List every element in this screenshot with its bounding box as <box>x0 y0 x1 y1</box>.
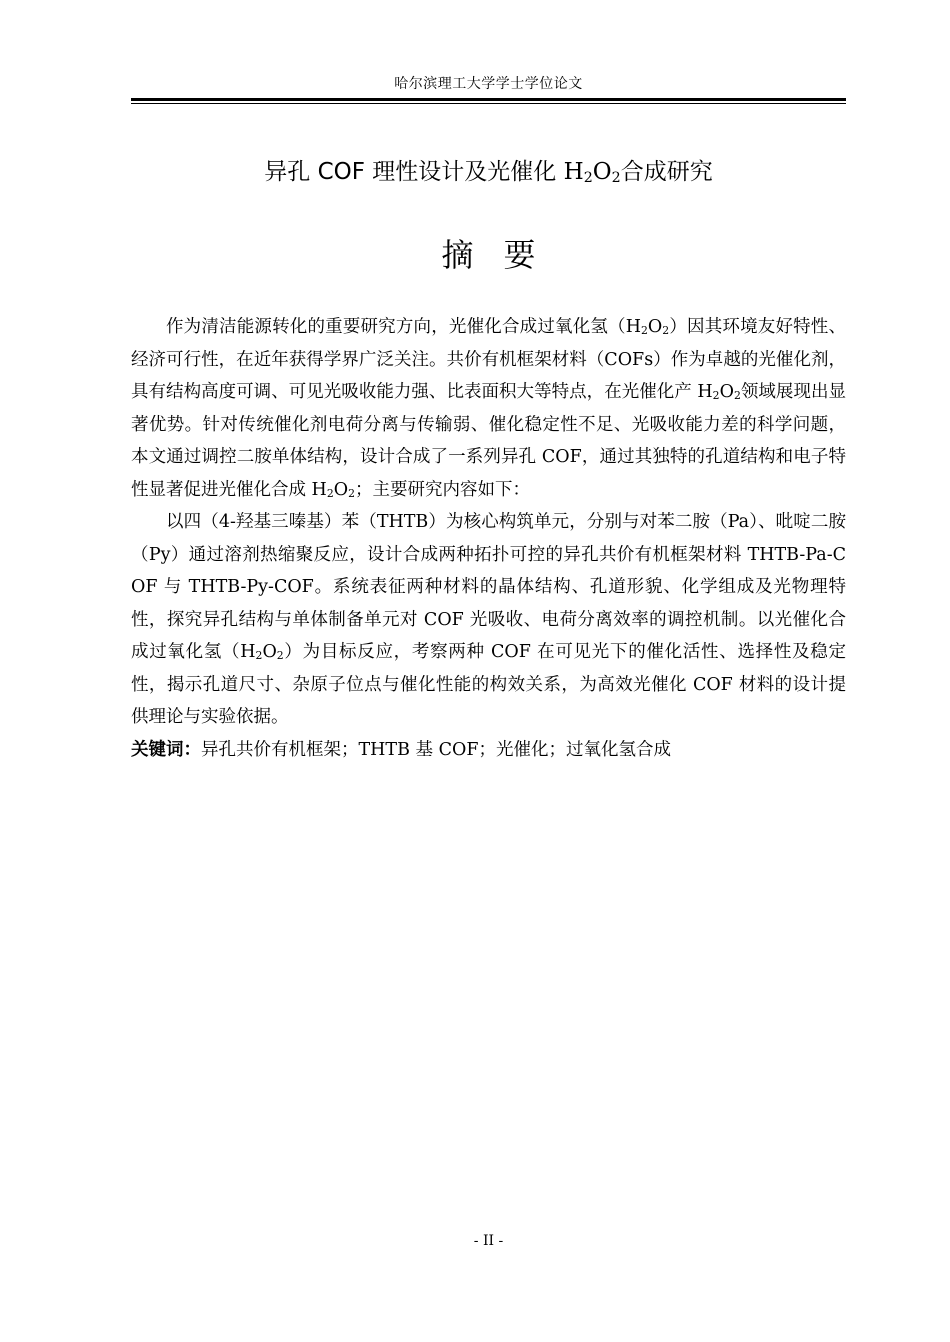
title-formula <box>564 159 621 185</box>
formula-subscript: 2 <box>662 324 670 338</box>
running-header: 哈尔滨理工大学学士学位论文 <box>394 76 583 92</box>
paragraph-text: O <box>262 642 277 662</box>
page-number: - II - <box>473 1233 504 1249</box>
abstract-paragraph-2 <box>131 506 846 734</box>
paragraph-text: 领域展现出显著优势。针对传统催化剂电荷分离与传输弱、催化稳定性不足、光吸收能力差的科学问题，本文通过调控二胺单体结构，设计合成了一系列异孔 COF，通过其独特的孔道结构和电子特性显著促进光催化合成 H <box>131 382 846 500</box>
abstract-heading: 摘要 <box>441 236 566 274</box>
formula-subscript: 2 <box>712 389 720 403</box>
title-text-start: 异孔 COF 理性设计及光催化 <box>264 159 564 185</box>
formula-subscript: 2 <box>733 389 741 403</box>
paragraph-text: ；主要研究内容如下： <box>355 479 530 500</box>
formula-h: H <box>563 159 584 185</box>
formula-o: O <box>592 159 612 185</box>
title-text-end: 合成研究 <box>620 159 713 185</box>
formula-subscript: 2 <box>348 486 355 500</box>
paragraph-text: O <box>647 317 663 337</box>
header-rule <box>131 98 846 101</box>
formula-subscript: 2 <box>255 649 263 663</box>
formula-subscript: 2 <box>583 169 593 186</box>
paragraph-text: O <box>333 479 349 500</box>
abstract-paragraph-1 <box>131 311 846 506</box>
formula-subscript: 2 <box>276 649 284 663</box>
keywords-line <box>131 734 846 767</box>
thesis-title <box>131 156 846 188</box>
keywords-label: 关键词： <box>131 739 201 760</box>
keywords-text: 异孔共价有机框架；THTB 基 COF；光催化；过氧化氢合成 <box>201 739 671 760</box>
header-rule-thin <box>131 103 846 104</box>
formula-subscript: 2 <box>641 324 648 338</box>
formula-subscript: 2 <box>326 486 334 500</box>
paragraph-text: 以四（4-羟基三嗪基）苯（THTB）为核心构筑单元，分别与对苯二胺（Pa）、吡啶二胺（Py）通过溶剂热缩聚反应，设计合成两种拓扑可控的异孔共价有机框架材料 THTB-Pa-COF 与 THTB-Py-COF。系统表征两种材料的晶体结构、孔道形貌、化学组成及光物理特性，探究异孔结构与单体制备单元对 COF 光吸收、电荷分离效率的调控机制。以光催化合成过氧化氢（H <box>131 512 846 662</box>
abstract-body <box>131 311 846 766</box>
paragraph-text: ）为目标反应，考察两种 COF 在可见光下的催化活性、选择性及稳定性，揭示孔道尺寸、杂原子位点与催化性能的构效关系，为高效光催化 COF 材料的设计提供理论与实验依据。 <box>131 642 846 727</box>
formula-subscript: 2 <box>611 169 621 186</box>
paragraph-text: ）因其环境友好特性、经济可行性，在近年获得学界广泛关注。共价有机框架材料（COFs）作为卓越的光催化剂，具有结构高度可调、可见光吸收能力强、比表面积大等特点，在光催化产 H <box>131 317 846 402</box>
paragraph-text: O <box>719 382 734 402</box>
paragraph-text: 作为清洁能源转化的重要研究方向，光催化合成过氧化氢（H <box>166 317 641 337</box>
